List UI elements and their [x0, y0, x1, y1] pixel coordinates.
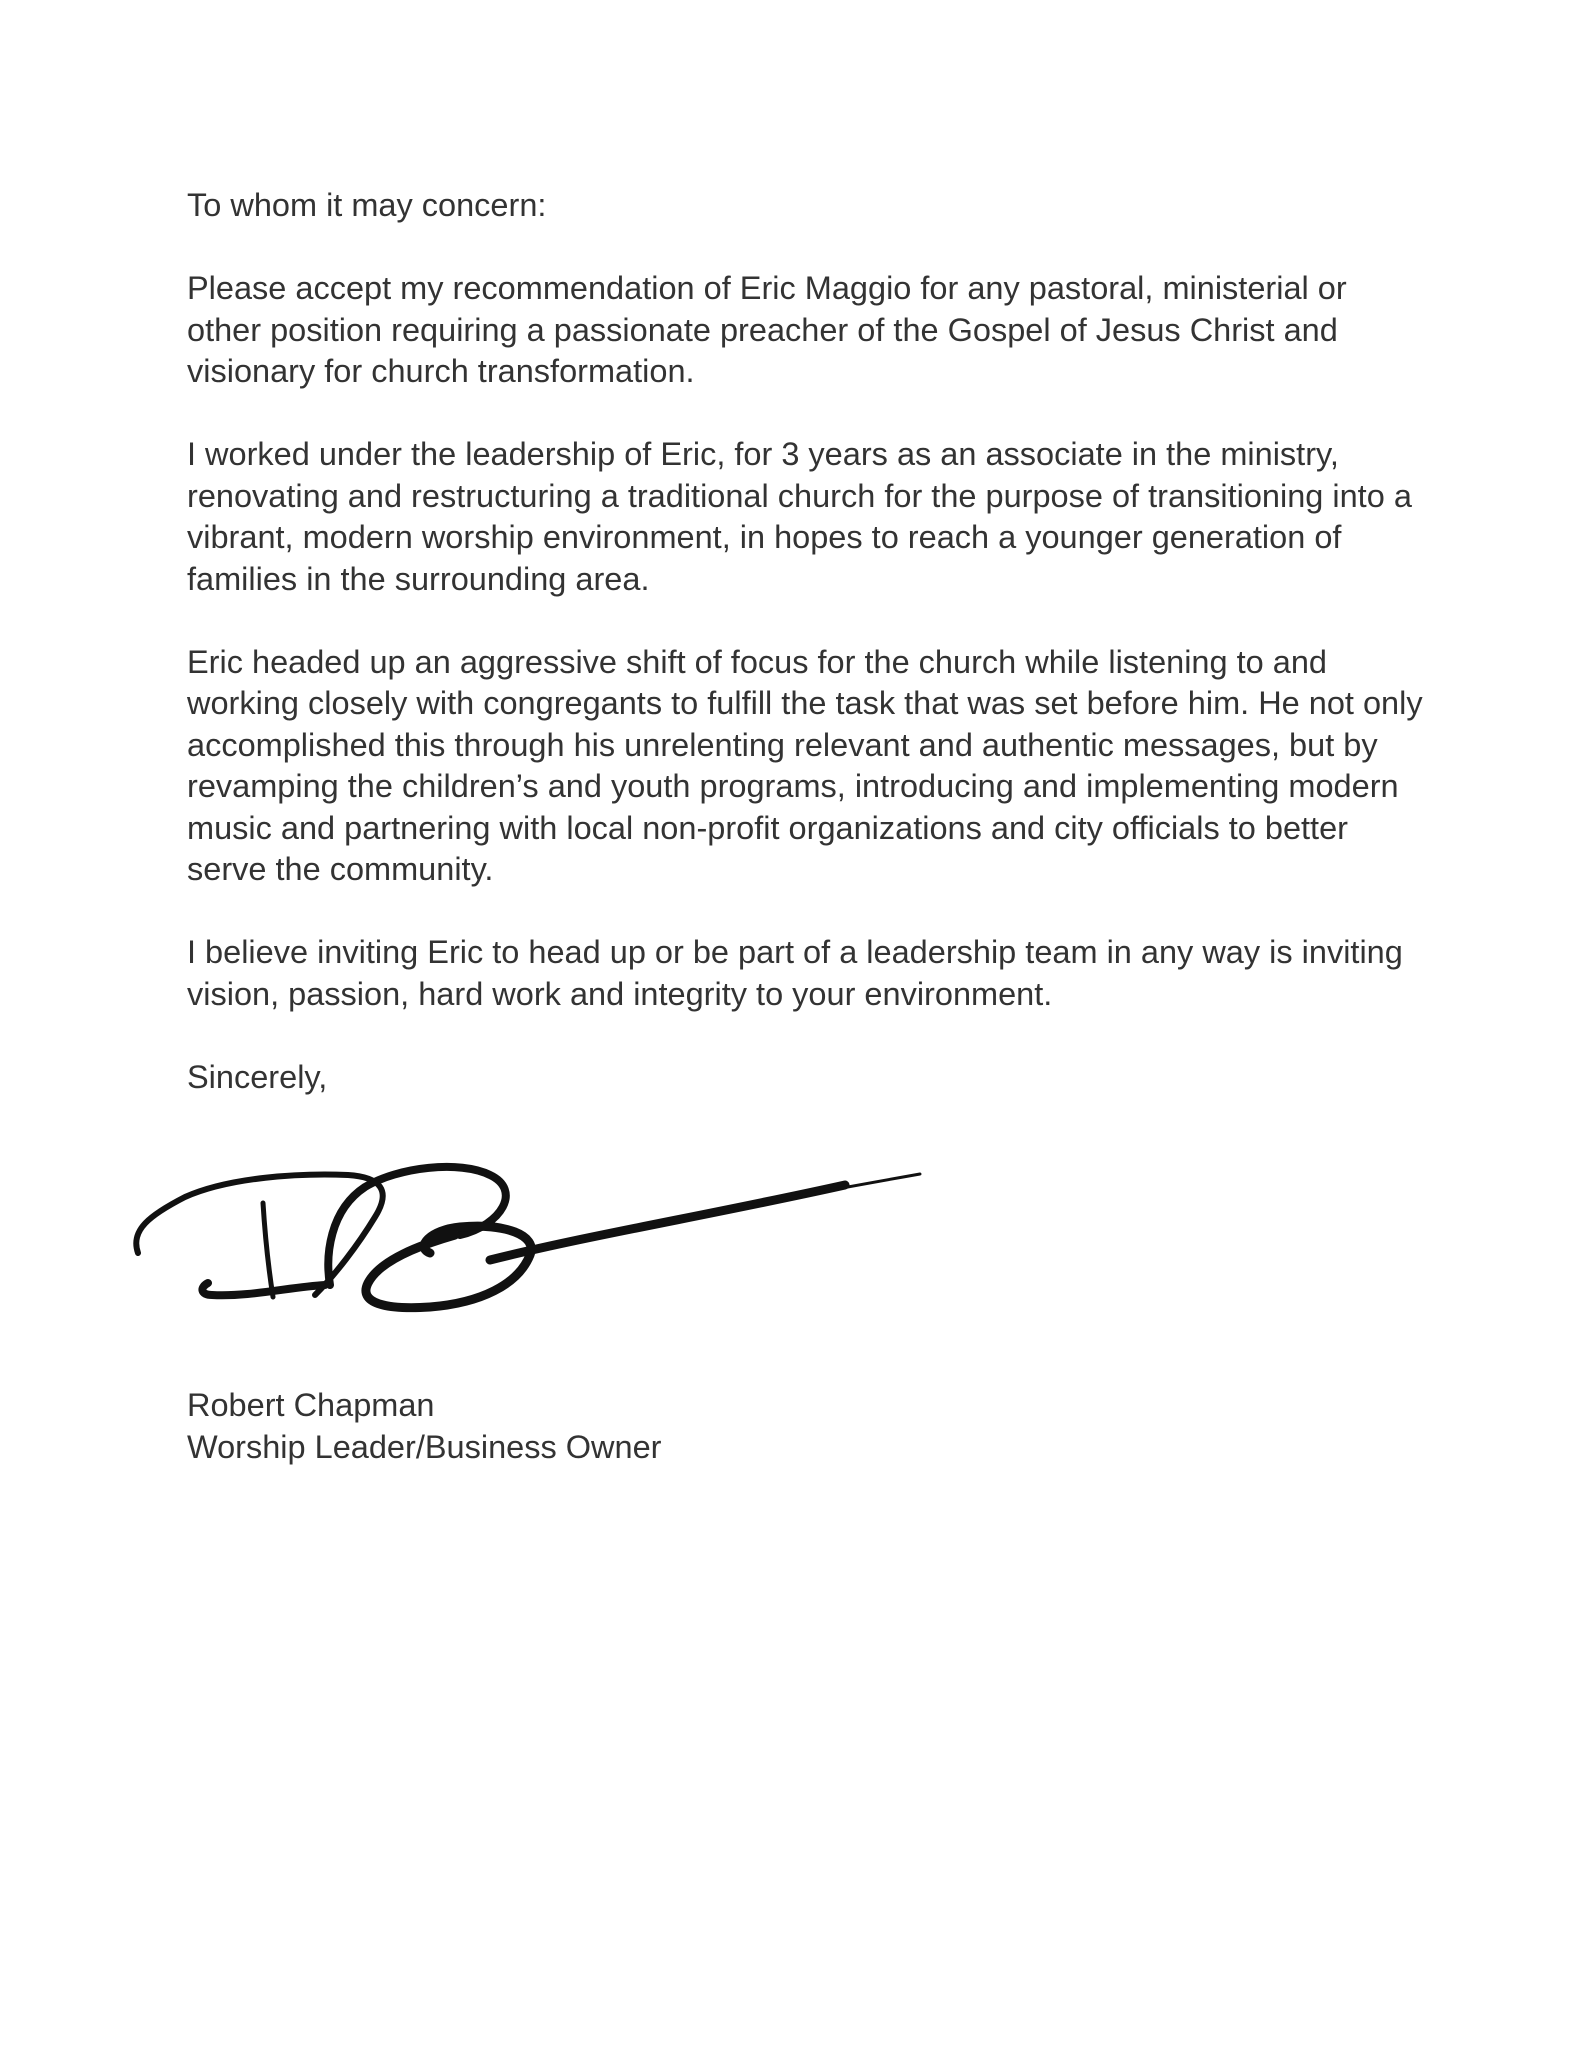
- paragraph-accomplishments: Eric headed up an aggressive shift of focus for the church while listening to and working closely with congregants to fulfill the task that was set before him. He not only accomplished this through his unrelenting relevant and authentic messages, but by revamping the children’s and youth programs, introducing and implementing modern music and partnering with local non-profit organizations and city officials to better serve the community.: [187, 643, 1423, 887]
- signature-icon: [130, 1135, 930, 1350]
- signer-name: Robert Chapman: [187, 1387, 435, 1423]
- paragraph-recommendation: Please accept my recommendation of Eric Maggio for any pastoral, ministerial or other position requiring a passionate preacher of the Gospel of Jesus Christ and visionary for church transformation.: [187, 270, 1347, 389]
- paragraph-endorsement: I believe inviting Eric to head up or be part of a leadership team in any way is inviting vision, passion, hard work and integrity to your environment.: [187, 934, 1403, 1012]
- closing: Sincerely,: [187, 1058, 328, 1095]
- signer-block: [187, 1385, 662, 1468]
- handwritten-signature: [130, 1135, 930, 1350]
- letter-body: [187, 185, 1427, 1098]
- signer-title: Worship Leader/Business Owner: [187, 1428, 662, 1465]
- salutation: To whom it may concern:: [187, 187, 547, 223]
- paragraph-experience: I worked under the leadership of Eric, for 3 years as an associate in the ministry, renovating and restructuring a traditional church for the purpose of transitioning into a vibrant, modern worship environment, in hopes to reach a younger generation of families in the surrounding area.: [187, 436, 1412, 597]
